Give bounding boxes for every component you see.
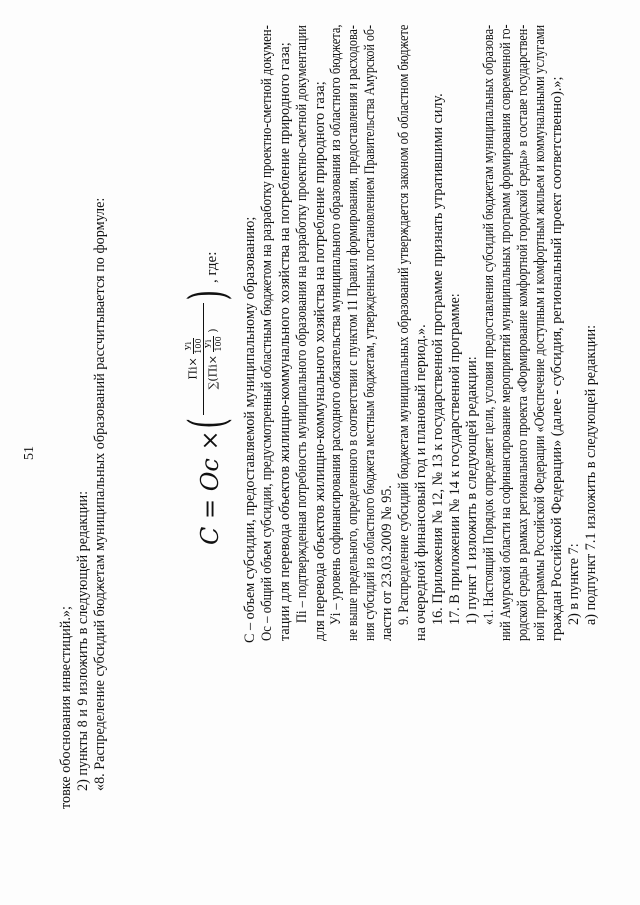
text-line: товке обоснования инвестиций.»; (58, 606, 74, 809)
text-line: 2) пункты 8 и 9 изложить в следующей редакции: (75, 490, 91, 791)
formula-numerator (184, 303, 204, 415)
text-line: 2) в пункте 7: (566, 543, 582, 625)
text-line: для перевода объектов жилищно-коммунального хозяйства на потребление природного газа; (312, 81, 328, 641)
formula-suffix: , где: (204, 251, 220, 283)
denominator-inner-fraction (204, 336, 223, 351)
text-line: Уi – уровень софинансирования расходного обязательства муниципального образования из областного бюджета, (328, 24, 344, 625)
denominator-inner-top: Уi (204, 336, 214, 351)
formula-close-paren: ) (178, 289, 236, 301)
text-line: не выше предельного, определенного в соответствии с пунктом 11 Правил формирования, предоставления и расходова- (345, 25, 361, 641)
text-line: ласти от 23.03.2009 № 95. (379, 485, 395, 641)
text-line: граждан Российской Федерации» (далее - субсидия, региональный проект соответственно).»; (549, 76, 565, 641)
text-line: С – объем субсидии, предоставляемой муниципальному образованию; (242, 216, 258, 643)
text-line: родской среды в рамках регионального проекта «Формирование комфортной городской среды» в составе государствен- (515, 24, 531, 641)
text-line: ния субсидий из областного бюджета местным бюджетам, утвержденных постановлением Правительства Амурской об- (362, 24, 378, 641)
page-number: 51 (22, 446, 37, 460)
numerator-inner-top: Уi (184, 338, 194, 353)
text-line: 9. Распределение субсидий бюджетам муниципальных образований утверждается законом об областном бюджете (396, 24, 412, 625)
text-line: Ос – общий объем субсидии, предусмотренный областным бюджетом на разработку проектно-сметной докумен- (259, 25, 275, 641)
formula-main-fraction (184, 303, 223, 415)
denominator-close: ) (206, 328, 220, 333)
numerator-text: Пi× (186, 357, 200, 380)
text-line: а) подпункт 7.1 изложить в следующей редакции: (583, 324, 599, 625)
text-line: 1) пункт 1 изложить в следующей редакции: (464, 356, 480, 625)
formula-lhs: C = Oc × (196, 430, 224, 545)
denominator-inner-bottom: 100 (214, 336, 223, 352)
formula-open-paren: ( (178, 417, 236, 429)
numerator-inner-fraction (184, 338, 203, 353)
text-line: «8. Распределение субсидий бюджетам муниципальных образований рассчитывается по формуле: (92, 197, 108, 791)
text-line: тации для перевода объектов жилищно-коммунального хозяйства на потребление природного газа; (277, 42, 293, 641)
denominator-text: ∑(Пi× (206, 355, 220, 390)
text-line: на очередной финансовый год и плановый период.». (413, 324, 429, 641)
text-line: 17. В приложении № 14 к государственной программе: (447, 293, 463, 625)
text-line: «1. Настоящий Порядок определяет цели, условия предоставления субсидий бюджетам муниципальных образова- (481, 24, 497, 625)
text-line: ной программы Российской Федерации «Обеспечение доступным и комфортным жильем и коммунальными услугами (532, 24, 548, 641)
numerator-inner-bottom: 100 (194, 338, 203, 354)
text-line: 16. Приложения № 12, № 13 к государственной программе признать утратившими силу. (430, 93, 446, 625)
formula-denominator (204, 303, 223, 415)
text-line: Пi – подтвержденная потребность муниципального образования на разработку проектно-сметной документации (294, 25, 310, 623)
text-line: ний Амурской области на софинансирование мероприятий муниципальных программ формирования современной го- (498, 24, 514, 641)
